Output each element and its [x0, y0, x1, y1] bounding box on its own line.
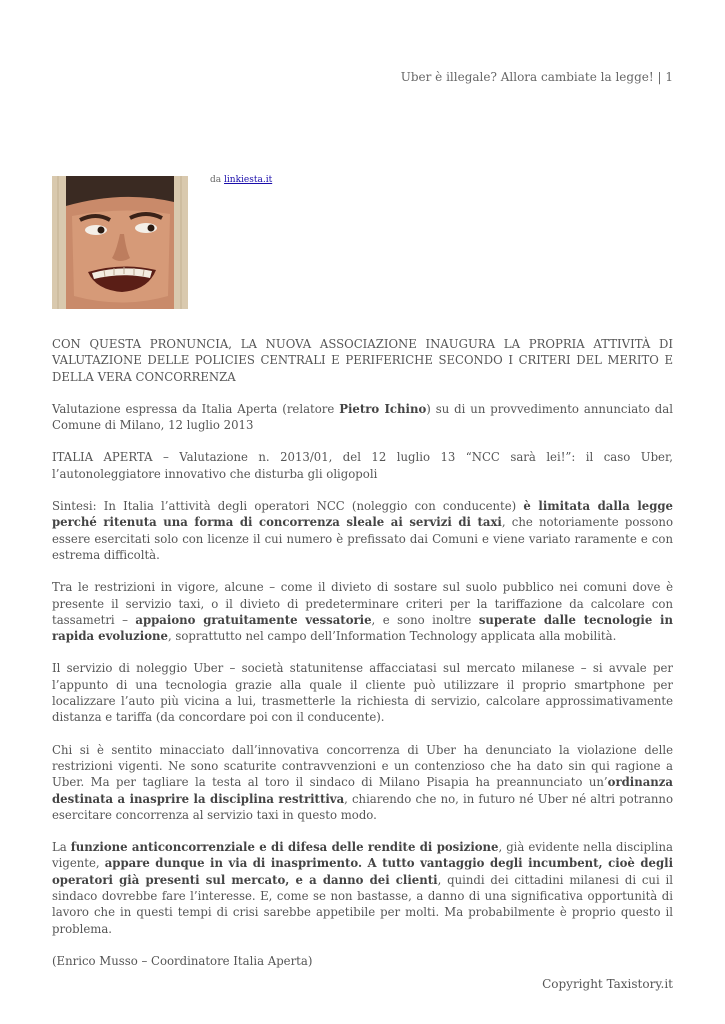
text-span: La [52, 840, 71, 855]
article-paragraph-3: ITALIA APERTA – Valutazione n. 2013/01, del 12 luglio 13 “NCC sarà lei!”: il caso Uber, l’autonoleggiatore innovativo che disturba gli oligopoli [52, 450, 673, 481]
bold-text: superate dalle tecnologie in rapida evoluzione [52, 612, 673, 644]
article-intro-caps: CON QUESTA PRONUNCIA, LA NUOVA ASSOCIAZIONE INAUGURA LA PROPRIA ATTIVITÀ DI VALUTAZIONE DELLE POLICIES CENTRALI E PERIFERICHE SECONDO I CRITERI DEL MERITO E DELLA VERA CONCORRENZA [52, 337, 673, 384]
bold-text: funzione anticoncorrenziale e di difesa delle rendite di posizione [70, 840, 499, 855]
bold-text: è limitata dalla legge perché ritenuta una forma di concorrenza sleale ai servizi di taxi [52, 499, 673, 530]
text-span: Chi si è sentito minacciato dall’innovativa concorrenza di Uber ha denunciato la violazione delle restrizioni vigenti. Ne sono scaturite contravvenzioni e un contenzioso che ha dato sin qui ragione a Uber. Ma per tagliare la testa al toro il sindaco di Milano Pisapia ha preannunciato un’ [52, 742, 673, 790]
source-link[interactable]: linkiesta.it [224, 175, 273, 185]
source-prefix: da [210, 175, 222, 185]
article-paragraph-7 [52, 742, 673, 823]
article-paragraph-4 [52, 498, 673, 563]
text-span: , quindi dei cittadini milanesi di cui il sindaco dovrebbe fare l’interesse. E, come se non bastasse, a danno di una significativa opportunità di lavoro che in questi tempi di crisi sarebbe appetibile per molti. Ma probabilmente è proprio questo il problema. [52, 872, 673, 936]
text-span: Valutazione espressa da Italia Aperta (relatore [52, 401, 340, 416]
text-span: , già evidente nella disciplina vigente, [52, 840, 673, 871]
bold-text: ordinanza destinata a inasprire la disciplina restrittiva [52, 775, 673, 806]
text-span: ) su di un provvedimento annunciato dal Comune di Milano, 12 luglio 2013 [52, 401, 673, 433]
page-header-title: Uber è illegale? Allora cambiate la legge! | 1 [400, 70, 673, 84]
bold-text: Pietro Ichino [339, 401, 427, 416]
bold-text: appaiono gratuitamente vessatorie [135, 612, 372, 627]
text-span: , soprattutto nel campo dell’Information Technology applicata alla mobilità. [167, 629, 617, 644]
footer-copyright: Copyright Taxistory.it [542, 977, 673, 991]
text-span: , chiarendo che no, in futuro né Uber né altri potranno esercitare concorrenza al servizio taxi in questo modo. [52, 791, 673, 822]
article-paragraph-2 [52, 401, 673, 434]
text-span: Tra le restrizioni in vigore, alcune – come il divieto di sostare sul suolo pubblico nei comuni dove è presente il servizio taxi, o il divieto di predeterminare criteri per la tariffazione da calcolare con tassametri – [52, 580, 673, 627]
article-paragraph-5 [52, 579, 673, 644]
article-paragraph-6: Il servizio di noleggio Uber – società statunitense affacciatasi sul mercato milanese – si avvale per l’appunto di una tecnologia grazie alla quale il cliente può utilizzare il proprio smartphone per localizzare l’auto più vicina a lui, trasmetterle la richiesta di servizio, calcolare approssimativamente distanza e tariffa (da concordare poi con il conducente). [52, 661, 673, 725]
text-span: , che notoriamente possono essere esercitati solo con licenze il cui numero è prefissato dai Comuni e viene variato raramente e con estrema difficoltà. [52, 515, 673, 562]
article-paragraph-8 [52, 839, 673, 937]
bold-text: appare dunque in via di inasprimento. A tutto vantaggio degli incumbent, cioè degli operatori già presenti sul mercato, e a danno dei clienti [52, 856, 674, 887]
article-photo [52, 176, 188, 309]
source-attribution [210, 175, 272, 185]
text-span: Sintesi: In Italia l’attività degli operatori NCC (noleggio con conducente) [52, 499, 524, 514]
article-body [52, 336, 673, 985]
text-span: , e sono inoltre [371, 612, 479, 627]
article-signature: (Enrico Musso – Coordinatore Italia Aperta) [52, 953, 313, 968]
